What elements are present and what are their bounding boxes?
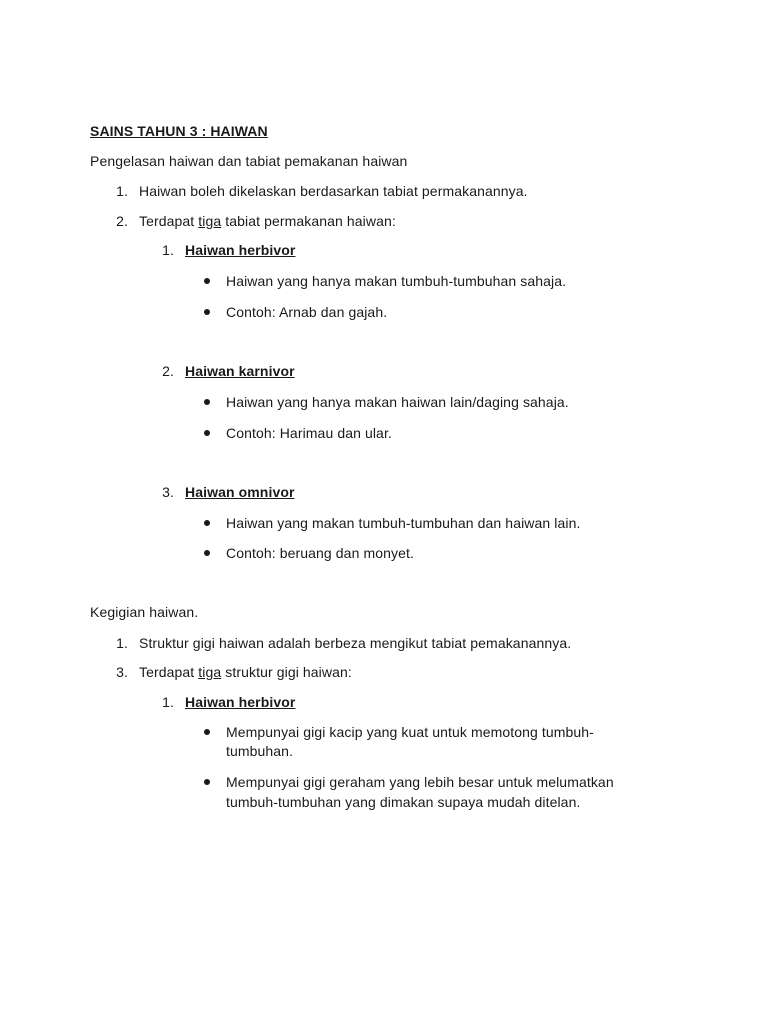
bullet-icon — [204, 550, 210, 556]
bullet-icon — [204, 729, 210, 735]
bullet-text: Haiwan yang hanya makan tumbuh-tumbuhan sahaja. — [226, 273, 567, 289]
list-text: Struktur gigi haiwan adalah berbeza mengikut tabiat pemakanannya. — [139, 635, 572, 651]
list-number: 1. — [116, 183, 128, 199]
list-text-pre: Terdapat — [139, 664, 199, 680]
bullet-icon — [204, 399, 210, 405]
underlined-word: tiga — [198, 664, 222, 680]
subheading-item — [150, 483, 295, 501]
list-number: 3. — [116, 664, 128, 680]
subheading-item — [150, 693, 295, 711]
subheading-item — [150, 241, 295, 259]
list-number: 2. — [116, 213, 128, 229]
bullet-text-line2: tumbuhan. — [226, 743, 294, 759]
bullet-text: Contoh: beruang dan monyet. — [226, 545, 414, 561]
bullet-text-line1: Mempunyai gigi geraham yang lebih besar untuk melumatkan — [226, 774, 614, 790]
bullet-text-line1: Mempunyai gigi kacip yang kuat untuk memotong tumbuh- — [226, 724, 594, 740]
list-text: Haiwan boleh dikelaskan berdasarkan tabiat permakanannya. — [139, 183, 528, 199]
list-item — [104, 663, 352, 681]
list-text-post: struktur gigi haiwan: — [221, 664, 352, 680]
subheading-item — [150, 362, 295, 380]
bullet-text-line2: tumbuh-tumbuhan yang dimakan supaya mudah ditelan. — [226, 794, 581, 810]
list-number: 3. — [162, 484, 174, 500]
bullet-icon — [204, 520, 210, 526]
list-number: 1. — [116, 635, 128, 651]
list-item — [104, 212, 396, 230]
list-text-pre: Terdapat — [139, 213, 199, 229]
bullet-icon — [204, 430, 210, 436]
list-item — [104, 182, 528, 200]
section-heading-dentition: Kegigian haiwan. — [90, 604, 199, 620]
list-number: 2. — [162, 363, 174, 379]
bullet-icon — [204, 309, 210, 315]
list-number: 1. — [162, 242, 174, 258]
list-number: 1. — [162, 694, 174, 710]
subheading-herbivor: Haiwan herbivor — [185, 694, 296, 710]
section-heading-classification: Pengelasan haiwan dan tabiat pemakanan haiwan — [90, 153, 408, 169]
list-item — [104, 634, 571, 652]
bullet-text: Contoh: Harimau dan ular. — [226, 425, 392, 441]
subheading-omnivor: Haiwan omnivor — [185, 484, 295, 500]
page-title: SAINS TAHUN 3 : HAIWAN — [90, 123, 268, 139]
bullet-icon — [204, 779, 210, 785]
list-text-post: tabiat permakanan haiwan: — [221, 213, 396, 229]
subheading-herbivor: Haiwan herbivor — [185, 242, 296, 258]
bullet-text: Haiwan yang hanya makan haiwan lain/daging sahaja. — [226, 394, 569, 410]
subheading-karnivor: Haiwan karnivor — [185, 363, 295, 379]
bullet-icon — [204, 278, 210, 284]
underlined-word: tiga — [198, 213, 222, 229]
bullet-text: Haiwan yang makan tumbuh-tumbuhan dan haiwan lain. — [226, 515, 581, 531]
bullet-text: Contoh: Arnab dan gajah. — [226, 304, 388, 320]
